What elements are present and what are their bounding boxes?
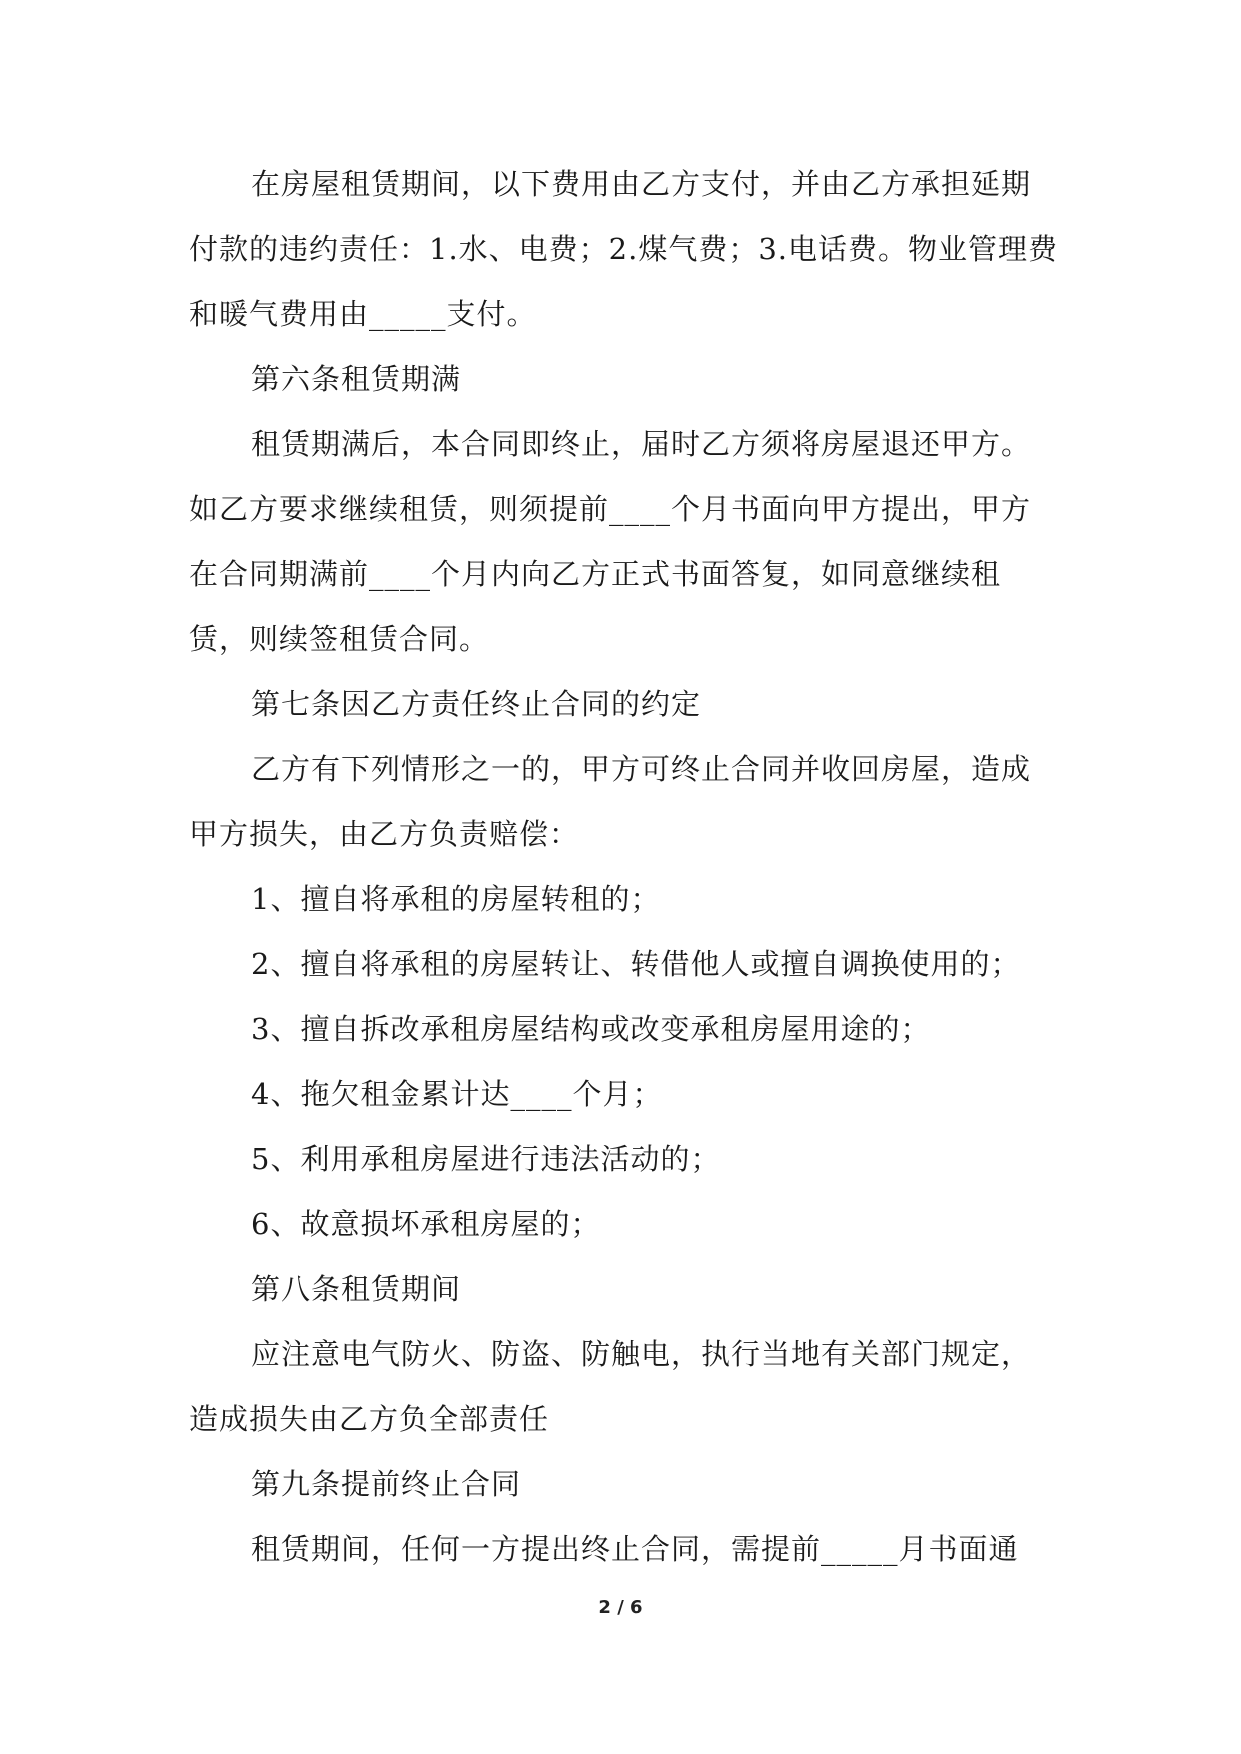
heading-article-8: 第八条租赁期间	[251, 1272, 462, 1306]
page-number: 2 / 6	[598, 1597, 643, 1618]
document-body	[189, 152, 1059, 1582]
heading-article-6: 第六条租赁期满	[251, 362, 462, 396]
paragraph-safety: 应注意电气防火、防盗、防触电，执行当地有关部门规定，造成损失由乙方负全部责任	[189, 1337, 1032, 1436]
paragraph-lease-expiry: 租赁期满后，本合同即终止，届时乙方须将房屋退还甲方。如乙方要求继续租赁，则须提前____个月书面向甲方提出，甲方在合同期满前____个月内向乙方正式书面答复，如同意继续租赁，则续签租赁合同。	[189, 427, 1032, 656]
heading-article-7: 第七条因乙方责任终止合同的约定	[251, 687, 702, 721]
paragraph-early-termination: 租赁期间，任何一方提出终止合同，需提前_____月书面通	[251, 1532, 1019, 1566]
list-item-3: 3、擅自拆改承租房屋结构或改变承租房屋用途的；	[251, 1012, 931, 1046]
list-item-6: 6、故意损坏承租房屋的；	[251, 1207, 601, 1241]
list-item-2: 2、擅自将承租的房屋转让、转借他人或擅自调换使用的；	[251, 947, 1021, 981]
list-item-1: 1、擅自将承租的房屋转租的；	[251, 882, 661, 916]
heading-article-9: 第九条提前终止合同	[251, 1467, 522, 1501]
paragraph-fees: 在房屋租赁期间，以下费用由乙方支付，并由乙方承担延期付款的违约责任：1.水、电费；2.煤气费；3.电话费。物业管理费和暖气费用由_____支付。	[189, 167, 1059, 331]
paragraph-termination-intro: 乙方有下列情形之一的，甲方可终止合同并收回房屋，造成甲方损失，由乙方负责赔偿：	[189, 752, 1032, 851]
list-item-5: 5、利用承租房屋进行违法活动的；	[251, 1142, 721, 1176]
list-item-4: 4、拖欠租金累计达____个月；	[251, 1077, 663, 1111]
